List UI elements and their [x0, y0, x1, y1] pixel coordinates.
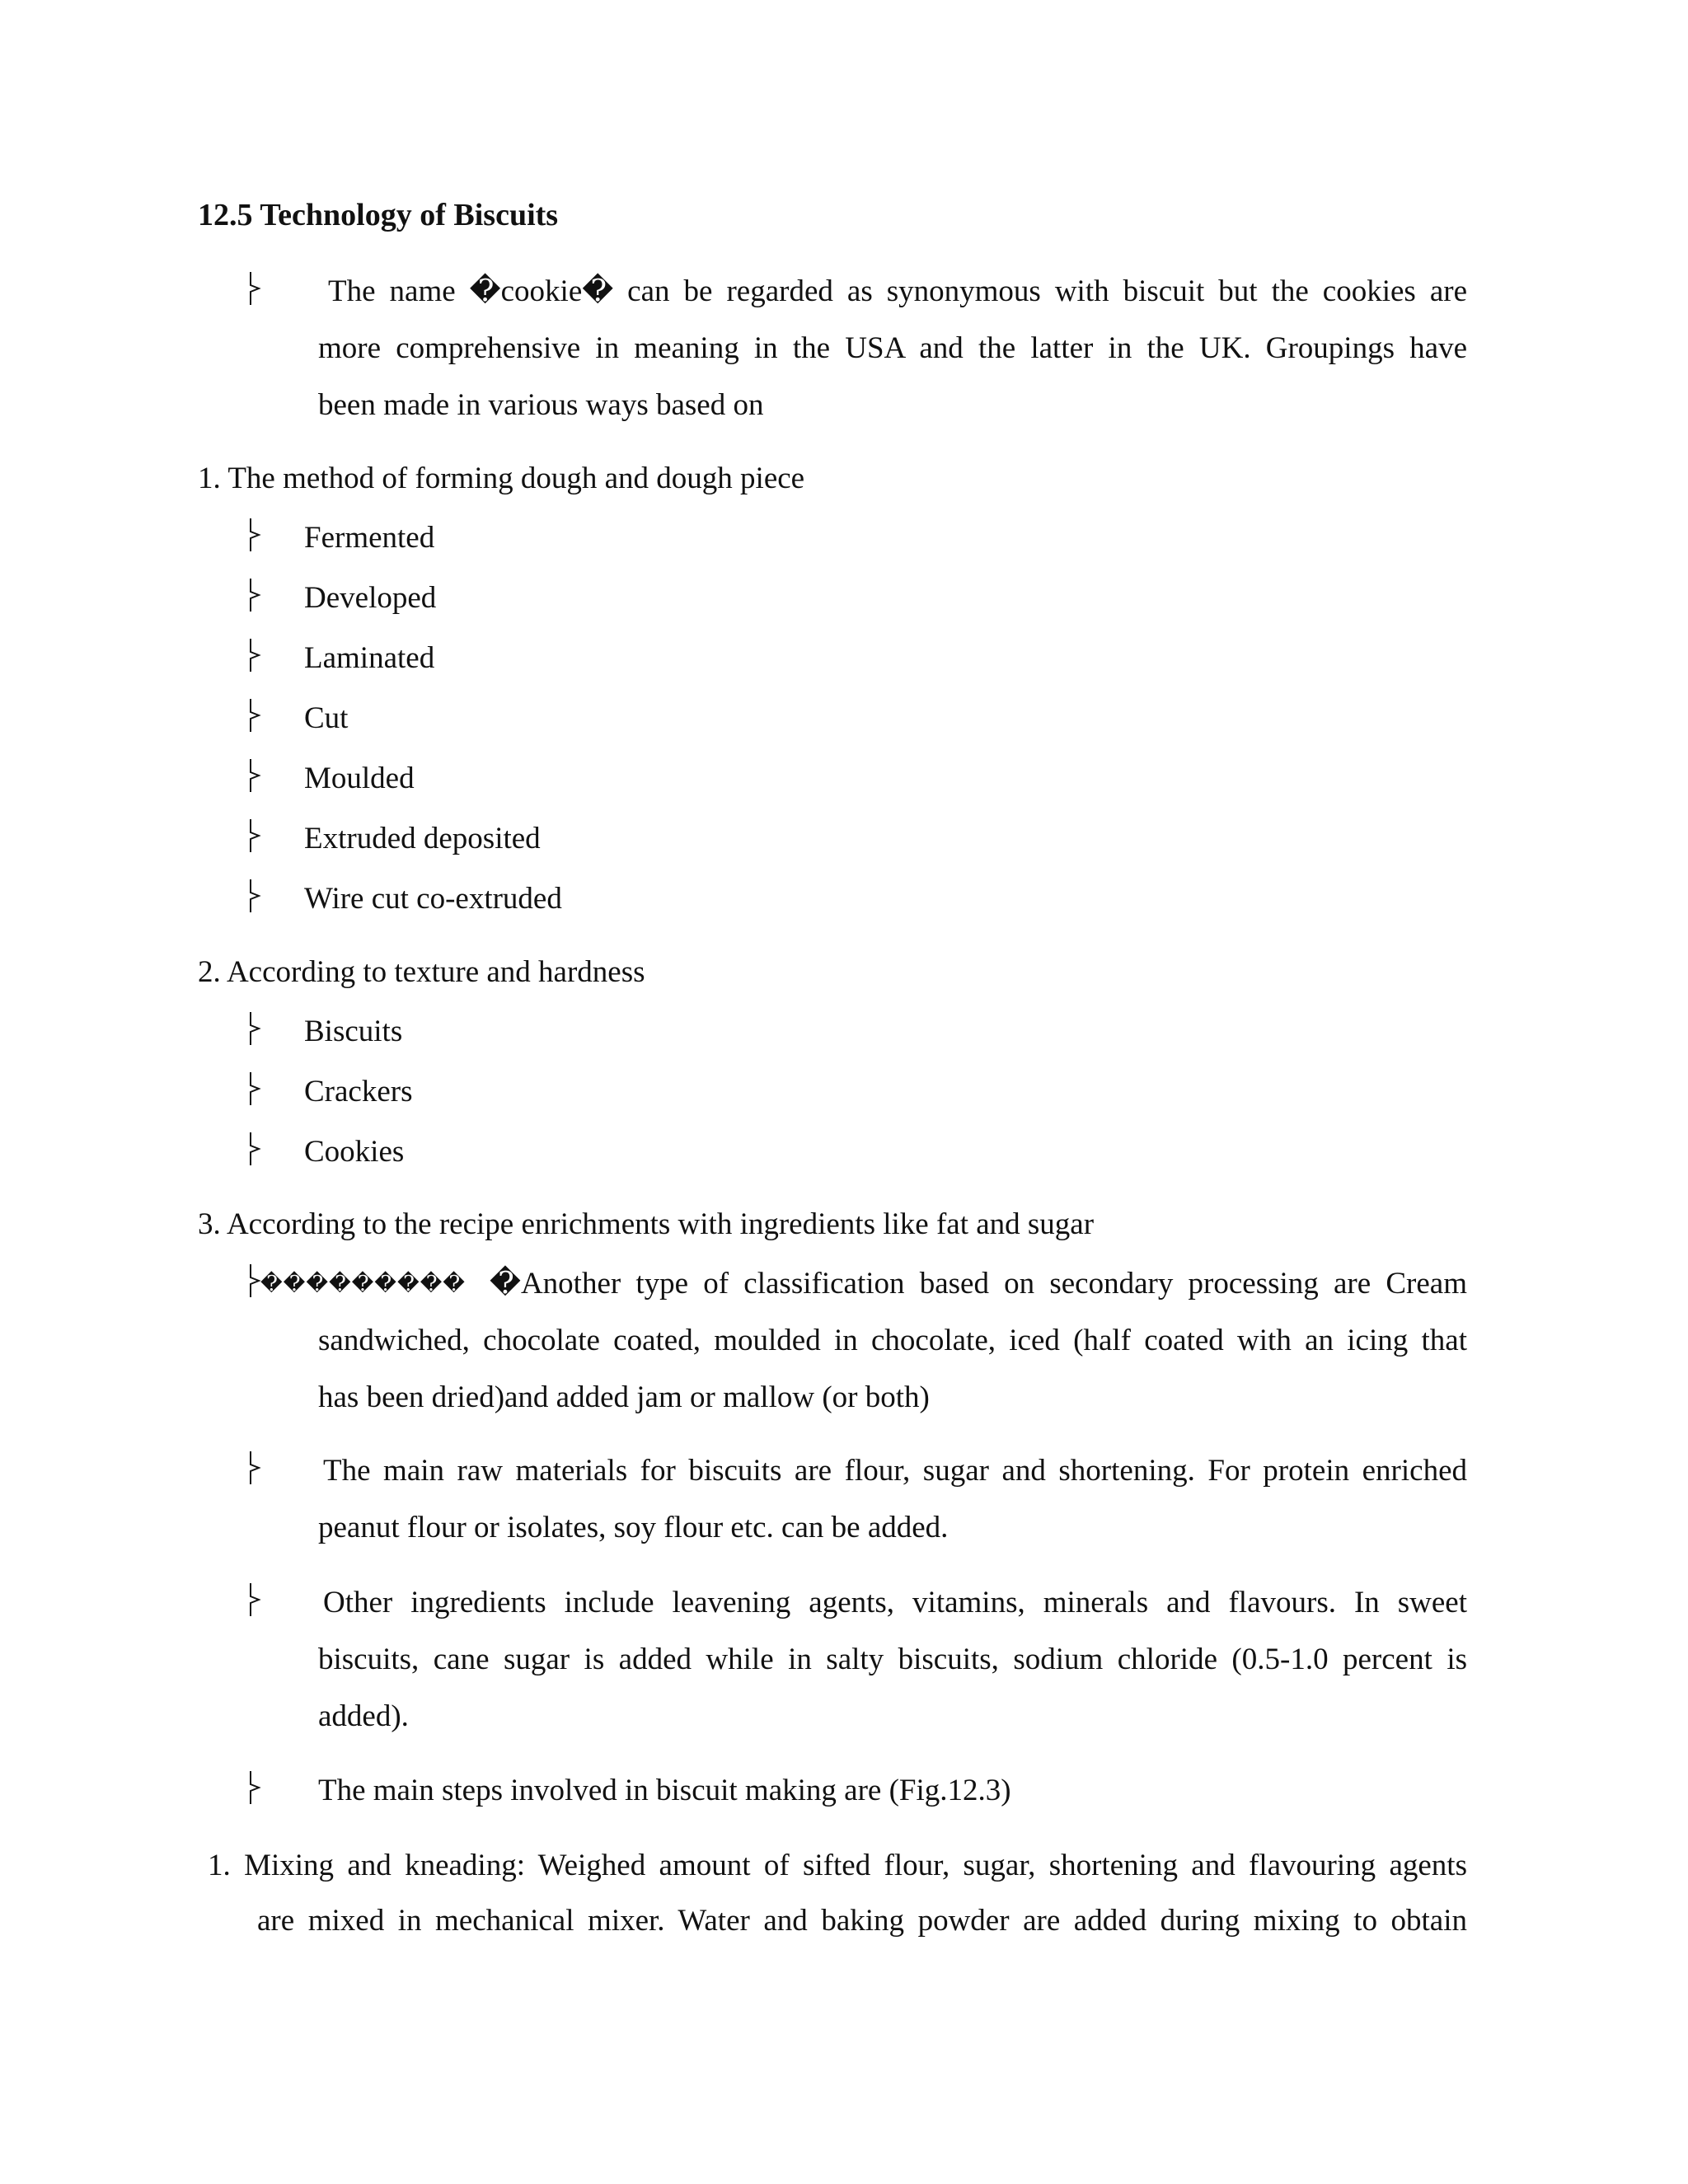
- bullet-marker-icon: [247, 1131, 262, 1167]
- group1-heading: 1. The method of forming dough and dough piece: [198, 462, 805, 495]
- group2-item-cookies: Cookies: [304, 1135, 405, 1169]
- bullet-marker-icon: [247, 1071, 262, 1107]
- raw-line-2: peanut flour or isolates, soy flour etc. can be added.: [318, 1511, 949, 1544]
- bullet-marker-icon: [247, 517, 262, 553]
- intro-line-2: more comprehensive in meaning in the USA and the latter in the UK. Groupings have: [318, 331, 1467, 365]
- group2-item-biscuits: Biscuits: [304, 1015, 403, 1048]
- bullet-marker-icon: [247, 1582, 262, 1618]
- other-line-3: added).: [318, 1699, 409, 1733]
- group1-item-developed: Developed: [304, 581, 437, 615]
- raw-line-1: The main raw materials for biscuits are flour, sugar and shortening. For protein enriched: [323, 1454, 1467, 1488]
- group1-item-extruded: Extruded deposited: [304, 822, 541, 855]
- bullet-marker-icon: [247, 1010, 262, 1047]
- bullet-marker-icon: [247, 577, 262, 613]
- steps-intro: The main steps involved in biscuit making are (Fig.12.3): [318, 1774, 1011, 1807]
- garbled-glyphs: ���������: [260, 1272, 466, 1296]
- step1-line-2: are mixed in mechanical mixer. Water and baking powder are added during mixing to obtain: [257, 1904, 1467, 1938]
- intro-line-1: The name �cookie� can be regarded as synonymous with biscuit but the cookies are: [328, 274, 1467, 308]
- group3-heading: 3. According to the recipe enrichments with ingredients like fat and sugar: [198, 1207, 1095, 1241]
- secondary-line-2: sandwiched, chocolate coated, moulded in chocolate, iced (half coated with an icing that: [318, 1324, 1467, 1357]
- secondary-line-3: has been dried)and added jam or mallow (or both): [318, 1380, 930, 1414]
- bullet-marker-icon: [247, 697, 262, 733]
- bullet-marker-icon: [247, 270, 262, 307]
- group1-item-cut: Cut: [304, 701, 349, 735]
- secondary-line-1: �Another type of classification based on secondary processing are Cream: [490, 1267, 1467, 1301]
- bullet-marker-icon: [247, 757, 262, 794]
- bullet-marker-icon: [247, 637, 262, 673]
- step1-line-1: 1. Mixing and kneading: Weighed amount of sifted flour, sugar, shortening and flavouring agents: [208, 1849, 1467, 1882]
- group1-item-wirecut: Wire cut co-extruded: [304, 882, 562, 916]
- intro-line-3: been made in various ways based on: [318, 388, 764, 422]
- bullet-marker-icon: [247, 878, 262, 914]
- group1-item-moulded: Moulded: [304, 762, 415, 795]
- group1-item-laminated: Laminated: [304, 641, 435, 675]
- group1-item-fermented: Fermented: [304, 521, 435, 555]
- bullet-marker-icon: [247, 1769, 262, 1806]
- bullet-marker-icon: [247, 1450, 262, 1486]
- group2-heading: 2. According to texture and hardness: [198, 955, 645, 989]
- other-line-1: Other ingredients include leavening agents, vitamins, minerals and flavours. In sweet: [323, 1586, 1467, 1619]
- other-line-2: biscuits, cane sugar is added while in salty biscuits, sodium chloride (0.5-1.0 percent is: [318, 1643, 1467, 1676]
- group2-item-crackers: Crackers: [304, 1075, 413, 1108]
- section-title: 12.5 Technology of Biscuits: [198, 198, 559, 232]
- bullet-marker-icon: [247, 818, 262, 854]
